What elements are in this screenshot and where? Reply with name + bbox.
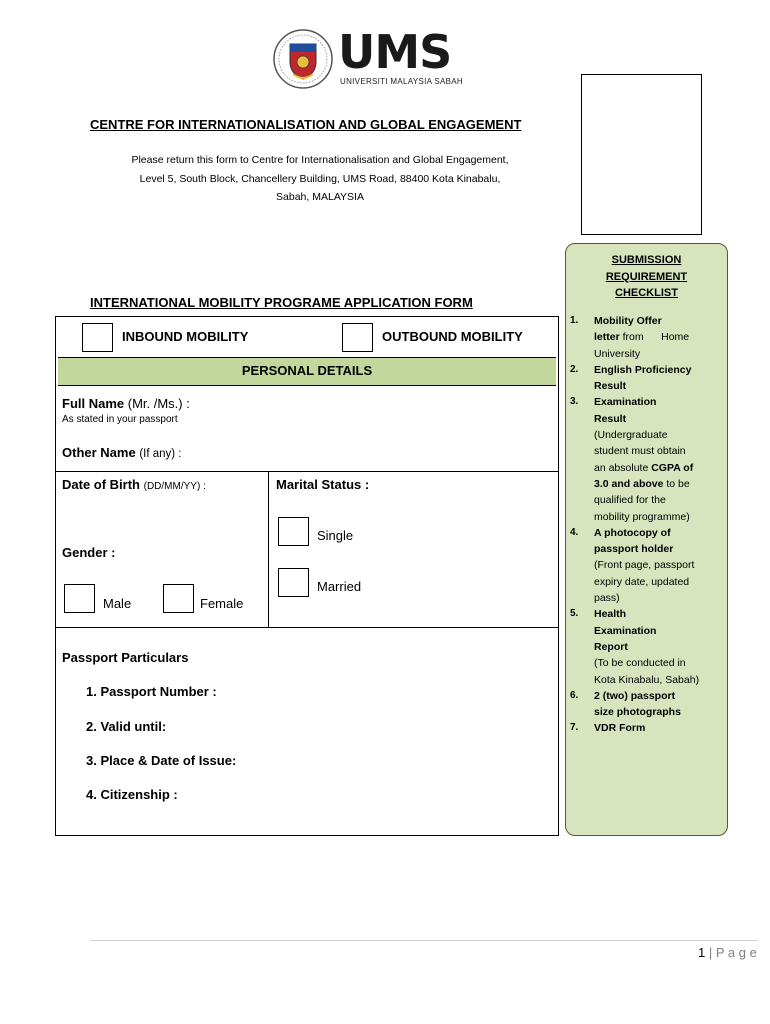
full-name-field[interactable] [62, 396, 190, 411]
item-text: size photographs [594, 706, 681, 719]
full-name-hint: As stated in your passport [62, 414, 178, 425]
address-line-2: Level 5, South Block, Chancellery Building, UMS Road, 88400 Kota Kinabalu, [139, 173, 501, 185]
male-checkbox[interactable] [64, 584, 95, 613]
item-text: Examination [594, 624, 657, 637]
item-text: Examination [594, 396, 657, 409]
item-text: 2 (two) passport [594, 689, 676, 702]
item-text: qualified for the [594, 494, 666, 507]
inbound-mobility-checkbox[interactable] [82, 323, 113, 352]
passport-particulars-heading: Passport Particulars [62, 650, 189, 665]
list-item [570, 525, 720, 606]
item-text: Health [594, 608, 627, 621]
centre-title: CENTRE FOR INTERNATIONALISATION AND GLOBAL ENGAGEMENT [90, 117, 522, 132]
other-name-hint: (If any) : [139, 448, 182, 460]
item-text: an absolute CGPA of [594, 461, 694, 474]
list-item [570, 606, 720, 687]
item-number: 4. [570, 526, 579, 538]
item-text: (Undergraduate [594, 429, 668, 442]
gender-label: Gender : [62, 545, 116, 560]
checklist-title-line: CHECKLIST [615, 287, 678, 299]
item-text: (To be conducted in [594, 657, 686, 670]
item-text: letter from Home [594, 331, 690, 344]
address-line-3: Sabah, MALAYSIA [276, 191, 364, 203]
checklist-items [570, 313, 720, 737]
valid-until-field[interactable]: 2. Valid until: [86, 719, 167, 734]
list-item [570, 362, 720, 395]
male-label: Male [103, 596, 132, 611]
citizenship-field[interactable]: 4. Citizenship : [86, 787, 178, 802]
item-text: Result [594, 412, 627, 425]
item-text: University [594, 347, 641, 360]
checklist-title [566, 252, 727, 302]
application-form [55, 316, 559, 836]
logo-subtitle: UNIVERSITI MALAYSIA SABAH [340, 77, 463, 86]
university-crest-icon [272, 28, 334, 90]
date-of-birth-field[interactable] [62, 477, 206, 492]
other-name-label: Other Name [62, 445, 136, 460]
ums-logo [272, 26, 462, 94]
item-text: A photocopy of [594, 526, 671, 539]
item-text: Kota Kinabalu, Sabah) [594, 673, 700, 686]
item-text: passport holder [594, 543, 674, 556]
item-number: 7. [570, 722, 579, 734]
divider [56, 627, 558, 628]
item-text: 3.0 and above to be [594, 477, 690, 490]
married-checkbox[interactable] [278, 568, 309, 597]
single-checkbox[interactable] [278, 517, 309, 546]
female-label: Female [200, 596, 244, 611]
item-text: (Front page, passport [594, 559, 695, 572]
married-label: Married [317, 579, 362, 594]
divider [268, 471, 269, 627]
personal-details-heading-text: PERSONAL DETAILS [241, 363, 373, 378]
page-label: | P a g e [708, 945, 757, 960]
address-line-1: Please return this form to Centre for Internationalisation and Global Engagement, [131, 154, 509, 166]
full-name-title: (Mr. /Ms.) : [127, 396, 190, 411]
outbound-mobility-checkbox[interactable] [342, 323, 373, 352]
list-item [570, 394, 720, 524]
checklist-title-line: REQUIREMENT [605, 270, 688, 283]
marital-status-label: Marital Status : [276, 477, 370, 492]
inbound-mobility-label: INBOUND MOBILITY [122, 329, 249, 344]
form-title: INTERNATIONAL MOBILITY PROGRAME APPLICATION FORM [90, 295, 473, 310]
other-name-field[interactable] [62, 445, 182, 460]
item-text: pass) [594, 592, 620, 605]
list-item [570, 720, 720, 736]
female-checkbox[interactable] [163, 584, 194, 613]
list-item [570, 313, 720, 362]
photo-box[interactable] [581, 74, 702, 235]
item-text: VDR Form [594, 722, 646, 735]
item-text: expiry date, updated [594, 575, 690, 588]
item-text: Result [594, 380, 627, 393]
item-number: 1. [570, 315, 579, 326]
logo-wordmark: UMS [338, 25, 452, 79]
single-label: Single [317, 528, 354, 543]
place-date-of-issue-field[interactable]: 3. Place & Date of Issue: [86, 753, 237, 768]
passport-number-field[interactable]: 1. Passport Number : [86, 684, 217, 699]
footer-divider [90, 940, 758, 941]
item-number: 5. [570, 608, 579, 620]
page-number [698, 945, 757, 960]
checklist-title-line: SUBMISSION [611, 254, 682, 266]
item-text: Mobility Offer [594, 315, 662, 327]
submission-checklist [565, 243, 728, 836]
item-number: 6. [570, 689, 579, 701]
item-text: Report [594, 640, 628, 653]
item-number: 2. [570, 363, 579, 375]
dob-hint: (DD/MM/YY) : [143, 481, 206, 492]
item-text: English Proficiency [594, 363, 692, 376]
divider [56, 471, 558, 472]
full-name-label: Full Name [62, 396, 125, 411]
outbound-mobility-label: OUTBOUND MOBILITY [382, 329, 523, 344]
page-number-value: 1 [698, 945, 706, 960]
list-item [570, 688, 720, 721]
personal-details-heading [58, 357, 556, 386]
item-text: student must obtain [594, 445, 686, 458]
item-number: 3. [570, 396, 579, 408]
item-text: mobility programme) [594, 510, 690, 523]
dob-label: Date of Birth [62, 477, 140, 492]
